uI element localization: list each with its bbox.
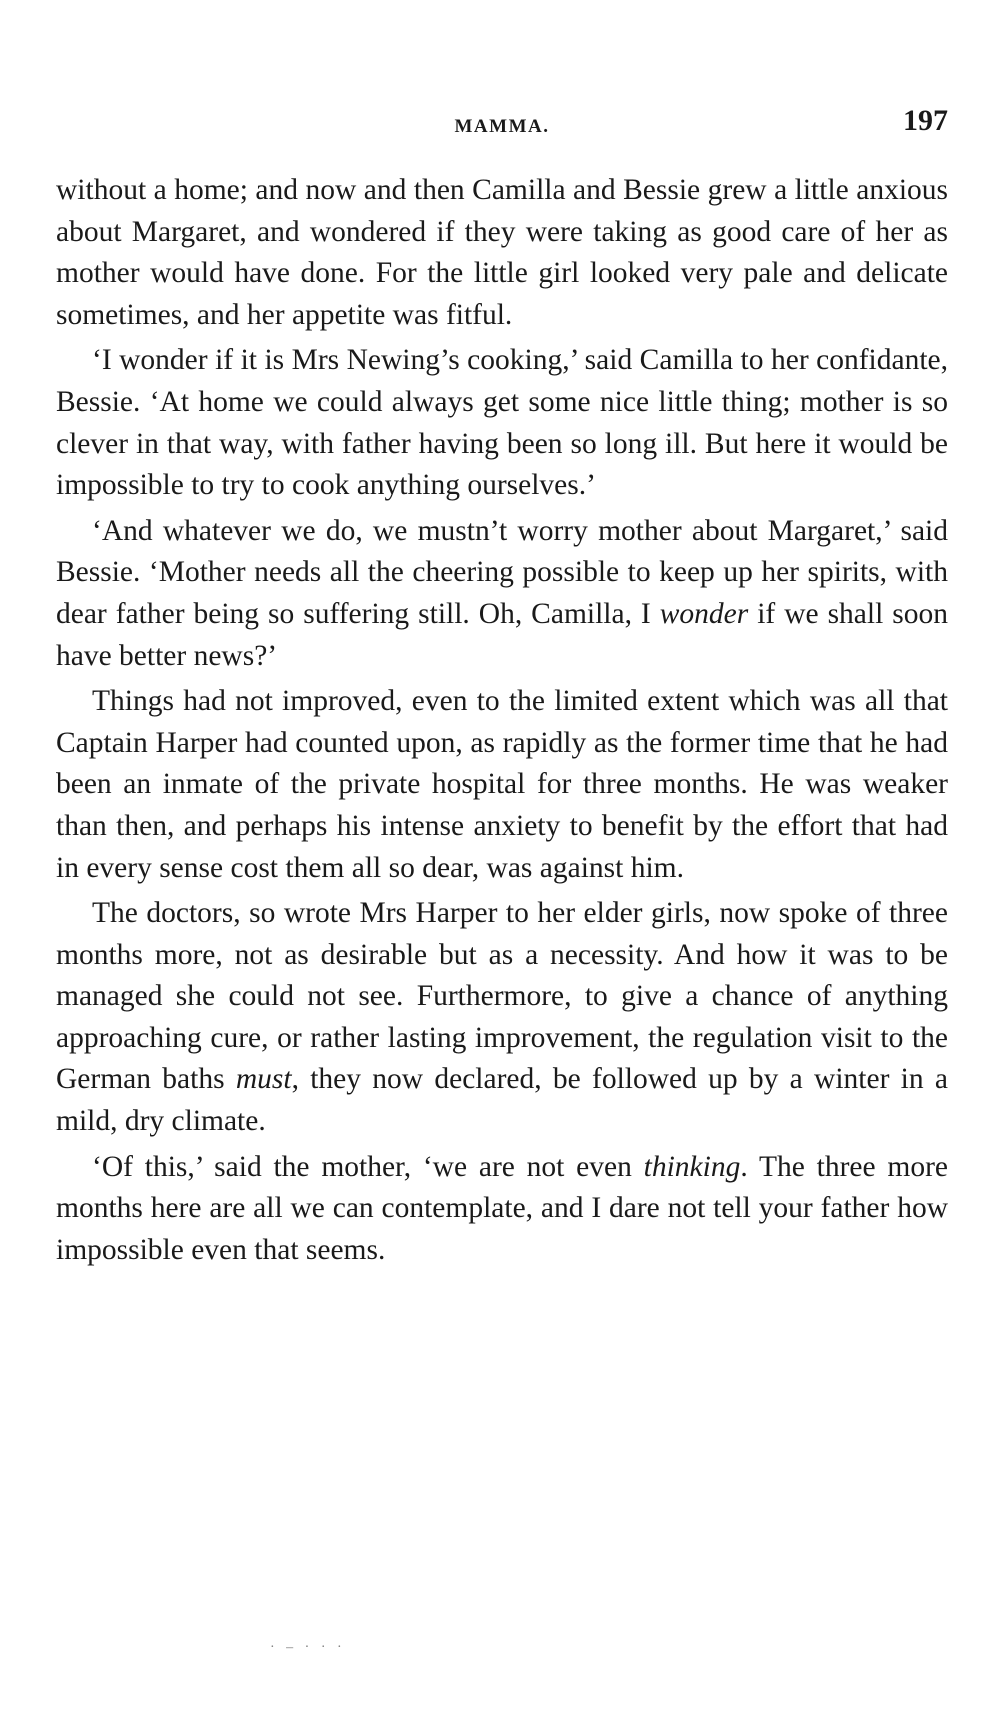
paragraph-text: without a home; and now and then Camilla and Bessie grew a little anxious about Margaret, and wondered if they were taking as good care of her as mother would have done. For the little girl looked very pale and delicate sometimes, and her appetite was fitful. — [56, 174, 948, 331]
paragraph-text: ‘Of this,’ said the mother, ‘we are not even — [92, 1150, 644, 1183]
paragraph-2 — [56, 340, 948, 506]
paragraph-text: Things had not improved, even to the limited extent which was all that Captain Harper had counted upon, as rapidly as the former time that he had been an inmate of the private hospital for three months. He was weaker than then, and perhaps his intense anxiety to benefit by the effort that had in every sense cost them all so dear, was against him. — [56, 685, 948, 884]
italic-emphasis: wonder — [659, 597, 749, 630]
paragraph-text: . The three more months here are all we can contemplate, and I dare not tell your father how impossible even that seems. — [56, 1150, 948, 1266]
paragraph-1 — [56, 170, 948, 336]
paragraph-4 — [56, 681, 948, 889]
paragraph-text: ‘And whatever we do, we mustn’t worry mother about Margaret,’ said Bessie. ‘Mother needs all the cheering possible to keep up her spirits, with dear father being so suffering still. Oh, Camilla, I — [56, 514, 948, 630]
running-head — [56, 104, 948, 144]
paragraph-text: ‘I wonder if it is Mrs Newing’s cooking,’ said Camilla to her confidante, Bessie. ‘At home we could always get some nice little thing; mother is so clever in that way, with father having been so long ill. But here it would be impossible to try to cook anything ourselves.’ — [56, 344, 948, 502]
body-text — [56, 170, 948, 1275]
running-title: MAMMA. — [454, 116, 550, 137]
paragraph-5 — [56, 893, 948, 1143]
paragraph-text: , they now declared, be followed up by a winter in a mild, dry climate. — [56, 1063, 948, 1138]
print-smudge: · – · · · — [270, 1640, 346, 1655]
italic-emphasis: thinking — [643, 1150, 741, 1183]
paragraph-3 — [56, 511, 948, 677]
italic-emphasis: must — [235, 1063, 292, 1096]
page-number: 197 — [903, 104, 948, 137]
paragraph-6 — [56, 1147, 948, 1272]
paragraph-text: if we shall soon have better news?’ — [56, 597, 948, 672]
paragraph-text: The doctors, so wrote Mrs Harper to her elder girls, now spoke of three months more, not as desirable but as a necessity. And how it was to be managed she could not see. Furthermore, to give a chance of anything approaching cure, or rather lasting improvement, the regulation visit to the German baths — [56, 897, 948, 1096]
